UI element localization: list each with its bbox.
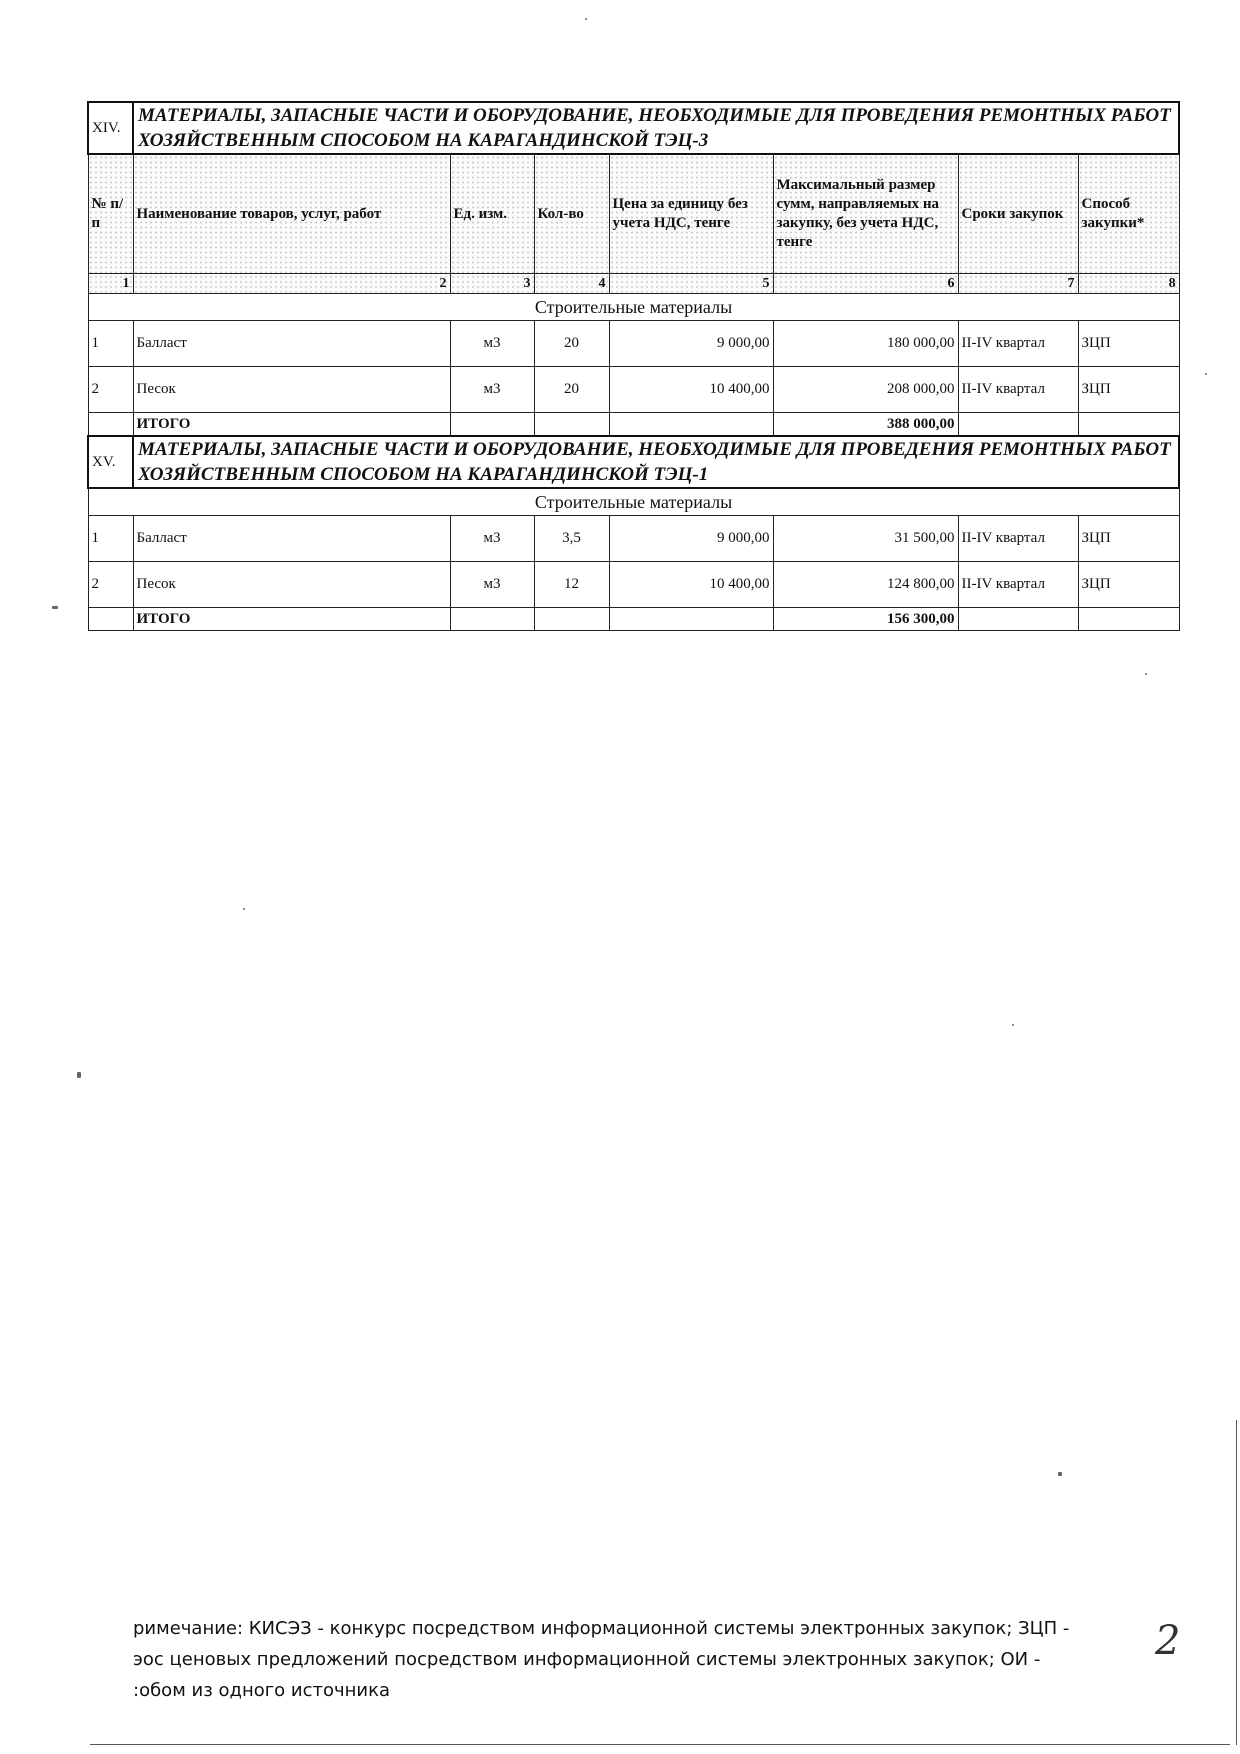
row-unit: м3 bbox=[450, 367, 534, 413]
row-qty: 20 bbox=[534, 321, 609, 367]
col-header-name: Наименование товаров, услуг, работ bbox=[133, 154, 450, 274]
row-price: 9 000,00 bbox=[609, 516, 773, 562]
column-number: 1 bbox=[88, 274, 133, 294]
row-unit: м3 bbox=[450, 516, 534, 562]
row-sum: 124 800,00 bbox=[773, 562, 958, 608]
row-method: ЗЦП bbox=[1078, 367, 1179, 413]
row-term: II-IV квартал bbox=[958, 562, 1078, 608]
total-value: 388 000,00 bbox=[773, 413, 958, 437]
total-empty-cell bbox=[88, 413, 133, 437]
row-name: Песок bbox=[133, 562, 450, 608]
scan-speck bbox=[77, 1072, 81, 1078]
row-price: 10 400,00 bbox=[609, 367, 773, 413]
scan-edge-bottom bbox=[90, 1744, 1230, 1745]
total-row bbox=[88, 608, 1179, 631]
total-empty-cell bbox=[1078, 608, 1179, 631]
table-row bbox=[88, 562, 1179, 608]
total-label: ИТОГО bbox=[133, 608, 450, 631]
scan-speck bbox=[1012, 1024, 1014, 1026]
procurement-table bbox=[87, 101, 1180, 631]
row-unit: м3 bbox=[450, 321, 534, 367]
row-term: II-IV квартал bbox=[958, 516, 1078, 562]
column-number: 5 bbox=[609, 274, 773, 294]
col-header-num: № п/п bbox=[88, 154, 133, 274]
category-row bbox=[88, 294, 1179, 321]
scan-speck bbox=[585, 18, 587, 20]
table-row bbox=[88, 321, 1179, 367]
section-title: МАТЕРИАЛЫ, ЗАПАСНЫЕ ЧАСТИ И ОБОРУДОВАНИЕ, НЕОБХОДИМЫЕ ДЛЯ ПРОВЕДЕНИЯ РЕМОНТНЫХ РАБОТ ХОЗЯЙСТВЕННЫМ СПОСОБОМ НА КАРАГАНДИНСКОЙ ТЭЦ-3 bbox=[133, 102, 1179, 154]
column-number: 4 bbox=[534, 274, 609, 294]
section-header-row bbox=[88, 436, 1179, 488]
scan-edge-right bbox=[1236, 1420, 1237, 1745]
row-name: Балласт bbox=[133, 516, 450, 562]
column-number: 3 bbox=[450, 274, 534, 294]
row-price: 10 400,00 bbox=[609, 562, 773, 608]
row-qty: 20 bbox=[534, 367, 609, 413]
total-label: ИТОГО bbox=[133, 413, 450, 437]
section-header-row bbox=[88, 102, 1179, 154]
col-header-term: Сроки закупок bbox=[958, 154, 1078, 274]
row-unit: м3 bbox=[450, 562, 534, 608]
col-header-max-sum: Максимальный размер сумм, направляемых на закупку, без учета НДС, тенге bbox=[773, 154, 958, 274]
row-qty: 3,5 bbox=[534, 516, 609, 562]
table-row bbox=[88, 516, 1179, 562]
row-qty: 12 bbox=[534, 562, 609, 608]
scan-speck bbox=[243, 908, 245, 910]
row-sum: 180 000,00 bbox=[773, 321, 958, 367]
scan-speck bbox=[1145, 673, 1147, 675]
total-empty-cell bbox=[450, 413, 534, 437]
footnote bbox=[133, 1613, 1093, 1706]
total-empty-cell bbox=[88, 608, 133, 631]
row-sum: 208 000,00 bbox=[773, 367, 958, 413]
row-num: 1 bbox=[88, 321, 133, 367]
total-row bbox=[88, 413, 1179, 437]
total-value: 156 300,00 bbox=[773, 608, 958, 631]
total-empty-cell bbox=[534, 608, 609, 631]
total-empty-cell bbox=[609, 413, 773, 437]
col-header-qty: Кол-во bbox=[534, 154, 609, 274]
column-number: 7 bbox=[958, 274, 1078, 294]
col-header-price: Цена за единицу без учета НДС, тенге bbox=[609, 154, 773, 274]
col-header-unit: Ед. изм. bbox=[450, 154, 534, 274]
total-empty-cell bbox=[958, 413, 1078, 437]
row-name: Песок bbox=[133, 367, 450, 413]
total-empty-cell bbox=[450, 608, 534, 631]
total-empty-cell bbox=[1078, 413, 1179, 437]
total-empty-cell bbox=[534, 413, 609, 437]
total-empty-cell bbox=[609, 608, 773, 631]
scan-speck bbox=[1058, 1472, 1062, 1476]
row-method: ЗЦП bbox=[1078, 321, 1179, 367]
row-term: II-IV квартал bbox=[958, 367, 1078, 413]
row-method: ЗЦП bbox=[1078, 562, 1179, 608]
scan-speck bbox=[1205, 373, 1207, 375]
row-term: II-IV квартал bbox=[958, 321, 1078, 367]
row-sum: 31 500,00 bbox=[773, 516, 958, 562]
row-num: 2 bbox=[88, 562, 133, 608]
table-row bbox=[88, 367, 1179, 413]
column-number: 8 bbox=[1078, 274, 1179, 294]
row-num: 1 bbox=[88, 516, 133, 562]
row-num: 2 bbox=[88, 367, 133, 413]
category-label: Строительные материалы bbox=[88, 488, 1179, 516]
section-title: МАТЕРИАЛЫ, ЗАПАСНЫЕ ЧАСТИ И ОБОРУДОВАНИЕ, НЕОБХОДИМЫЕ ДЛЯ ПРОВЕДЕНИЯ РЕМОНТНЫХ РАБОТ ХОЗЯЙСТВЕННЫМ СПОСОБОМ НА КАРАГАНДИНСКОЙ ТЭЦ-1 bbox=[133, 436, 1179, 488]
section-number: XIV. bbox=[88, 102, 133, 154]
total-empty-cell bbox=[958, 608, 1078, 631]
scan-speck bbox=[52, 606, 58, 609]
column-number-row bbox=[88, 274, 1179, 294]
column-number: 2 bbox=[133, 274, 450, 294]
footnote-line: эос ценовых предложений посредством информационной системы электронных закупок; ОИ - bbox=[133, 1649, 1041, 1670]
col-header-method: Способ закупки* bbox=[1078, 154, 1179, 274]
footnote-line: римечание: КИСЭЗ - конкурс посредством информационной системы электронных закупок; ЗЦП - bbox=[133, 1618, 1070, 1639]
row-price: 9 000,00 bbox=[609, 321, 773, 367]
category-row bbox=[88, 488, 1179, 516]
page-number: 2 bbox=[1155, 1618, 1181, 1664]
section-number: XV. bbox=[88, 436, 133, 488]
category-label: Строительные материалы bbox=[88, 294, 1179, 321]
column-number: 6 bbox=[773, 274, 958, 294]
footnote-line: :обом из одного источника bbox=[133, 1680, 391, 1701]
column-header-row bbox=[88, 154, 1179, 274]
row-method: ЗЦП bbox=[1078, 516, 1179, 562]
row-name: Балласт bbox=[133, 321, 450, 367]
